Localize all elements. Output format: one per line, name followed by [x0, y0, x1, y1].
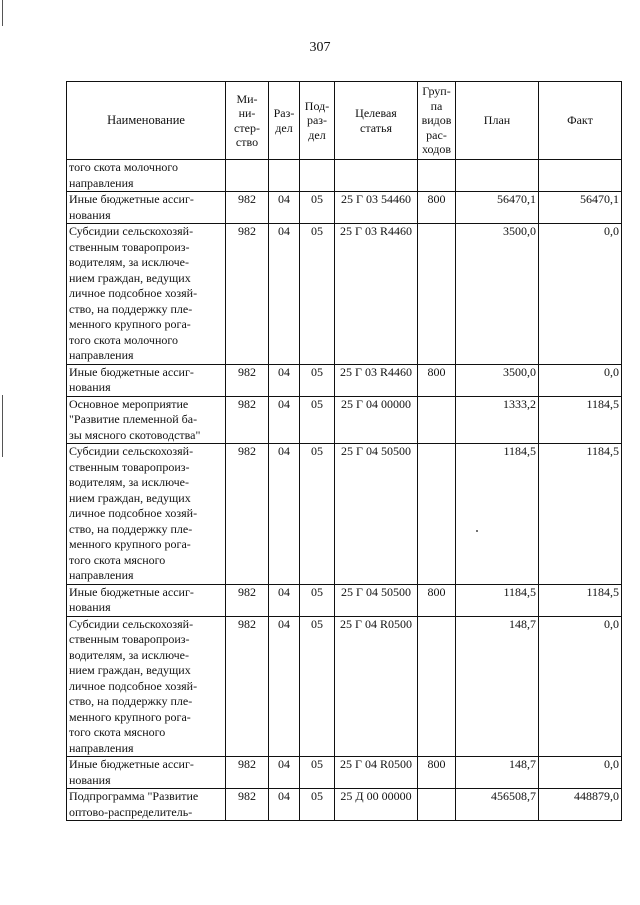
cell-target-article	[335, 160, 418, 192]
text-line: Иные бюджетные ассиг-	[69, 364, 194, 379]
cell-section: 04	[269, 584, 300, 616]
text-line: нования	[69, 772, 111, 787]
cell-name	[67, 224, 226, 365]
text-line: дел	[275, 120, 293, 135]
cell-subsection: 05	[300, 364, 335, 396]
table-row	[67, 364, 622, 396]
cell-ministry: 982	[226, 444, 269, 585]
cell-plan: 456508,7	[456, 789, 539, 821]
text-line: менного крупного рога-	[69, 709, 191, 724]
text-line: раз-	[306, 113, 328, 128]
text-line: ство	[235, 135, 259, 149]
text-line: ство, на поддержку пле-	[69, 694, 193, 708]
cell-plan: 56470,1	[456, 192, 539, 224]
cell-section: 04	[269, 364, 300, 396]
text-line: ственным товаропроиз-	[69, 632, 190, 646]
header-subsection	[300, 82, 335, 160]
table-row	[67, 160, 622, 192]
text-line: Основное мероприятие	[69, 396, 189, 411]
cell-plan: 1333,2	[456, 396, 539, 444]
cell-expense-group	[418, 444, 456, 585]
cell-fact: 0,0	[539, 757, 622, 789]
text-line: менного крупного рога-	[69, 537, 191, 551]
header-fact	[539, 82, 622, 160]
cell-name	[67, 584, 226, 616]
text-line: Иные бюджетные ассиг-	[69, 757, 194, 771]
text-line: ственным товаропроиз-	[69, 459, 190, 474]
cell-section: 04	[269, 396, 300, 444]
cell-target-article: 25 Г 03 R4460	[335, 364, 418, 396]
text-line: ни-	[238, 106, 256, 120]
cell-target-article: 25 Г 04 R0500	[335, 616, 418, 757]
text-line: стер-	[234, 120, 260, 135]
header-expense-group	[418, 82, 456, 160]
table-row	[67, 789, 622, 821]
text-line: Под-	[304, 98, 330, 113]
table-row	[67, 396, 622, 444]
cell-plan: 1184,5	[456, 584, 539, 616]
text-line: того скота молочного	[69, 160, 179, 174]
text-line: нием граждан, ведущих	[69, 490, 191, 505]
text-line: направления	[69, 175, 134, 190]
cell-name	[67, 192, 226, 224]
cell-subsection	[300, 160, 335, 192]
cell-expense-group	[418, 224, 456, 365]
cell-section: 04	[269, 444, 300, 585]
text-line: нования	[69, 380, 111, 394]
cell-target-article: 25 Г 03 54460	[335, 192, 418, 224]
table-row	[67, 584, 622, 616]
cell-plan: 148,7	[456, 757, 539, 789]
cell-fact: 1184,5	[539, 584, 622, 616]
cell-name	[67, 757, 226, 789]
cell-subsection: 05	[300, 396, 335, 444]
text-line: личное подсобное хозяй-	[69, 678, 198, 693]
cell-ministry: 982	[226, 192, 269, 224]
text-line: Подпрограмма "Развитие	[69, 789, 199, 803]
cell-plan: 1184,5	[456, 444, 539, 585]
text-line: ство, на поддержку пле-	[69, 521, 193, 536]
table-body	[67, 160, 622, 821]
text-line: зы мясного скотоводства"	[69, 427, 201, 442]
cell-ministry: 982	[226, 224, 269, 365]
text-line: ственным товаропроиз-	[69, 239, 190, 254]
cell-target-article: 25 Г 03 R4460	[335, 224, 418, 365]
cell-target-article: 25 Г 04 R0500	[335, 757, 418, 789]
text-line: менного крупного рога-	[69, 317, 191, 331]
text-line: нием граждан, ведущих	[69, 663, 191, 677]
margin-mark	[2, 0, 3, 26]
text-line: Целевая	[355, 106, 397, 120]
cell-name	[67, 444, 226, 585]
text-line: Груп-	[422, 84, 451, 99]
cell-subsection: 05	[300, 789, 335, 821]
cell-expense-group	[418, 616, 456, 757]
text-line: Субсидии сельскохозяй-	[69, 616, 194, 631]
text-line: ство, на поддержку пле-	[69, 301, 193, 316]
cell-target-article: 25 Г 04 00000	[335, 396, 418, 444]
cell-section: 04	[269, 757, 300, 789]
cell-name	[67, 789, 226, 821]
cell-expense-group: 800	[418, 364, 456, 396]
cell-ministry: 982	[226, 789, 269, 821]
cell-expense-group: 800	[418, 757, 456, 789]
table-row	[67, 224, 622, 365]
budget-table	[66, 81, 622, 821]
text-line: статья	[360, 120, 392, 135]
cell-subsection: 05	[300, 192, 335, 224]
table-row	[67, 757, 622, 789]
header-row	[67, 82, 622, 160]
text-line: Субсидии сельскохозяй-	[69, 444, 194, 458]
header-plan	[456, 82, 539, 160]
text-line: оптово-распределитель-	[69, 804, 193, 819]
table-row	[67, 192, 622, 224]
text-line: направления	[69, 740, 134, 755]
text-line: того скота молочного	[69, 332, 179, 347]
text-line: водителям, за исключе-	[69, 475, 189, 489]
text-line: того скота мясного	[69, 552, 166, 567]
text-line: рас-	[426, 127, 447, 142]
text-line: Факт	[567, 113, 593, 128]
cell-expense-group	[418, 396, 456, 444]
margin-mark	[2, 395, 3, 457]
text-line: дел	[308, 127, 326, 142]
cell-fact: 1184,5	[539, 396, 622, 444]
text-line: личное подсобное хозяй-	[69, 286, 198, 300]
cell-subsection: 05	[300, 444, 335, 585]
text-line: па	[430, 98, 443, 113]
cell-subsection: 05	[300, 616, 335, 757]
cell-fact: 0,0	[539, 224, 622, 365]
cell-name	[67, 160, 226, 192]
text-line: Иные бюджетные ассиг-	[69, 584, 194, 599]
text-line: Иные бюджетные ассиг-	[69, 192, 194, 206]
cell-section: 04	[269, 224, 300, 365]
text-line: Раз-	[273, 106, 295, 120]
cell-fact	[539, 160, 622, 192]
cell-target-article: 25 Д 00 00000	[335, 789, 418, 821]
cell-target-article: 25 Г 04 50500	[335, 444, 418, 585]
cell-expense-group	[418, 160, 456, 192]
text-line: нием граждан, ведущих	[69, 270, 191, 285]
cell-name	[67, 364, 226, 396]
cell-section: 04	[269, 789, 300, 821]
cell-plan: 148,7	[456, 616, 539, 757]
cell-name	[67, 616, 226, 757]
cell-section: 04	[269, 616, 300, 757]
cell-subsection: 05	[300, 757, 335, 789]
cell-subsection: 05	[300, 224, 335, 365]
table-row	[67, 444, 622, 585]
text-line: водителям, за исключе-	[69, 647, 189, 662]
cell-fact: 56470,1	[539, 192, 622, 224]
cell-expense-group	[418, 789, 456, 821]
cell-target-article: 25 Г 04 50500	[335, 584, 418, 616]
cell-section	[269, 160, 300, 192]
text-line: нования	[69, 207, 111, 222]
cell-ministry: 982	[226, 396, 269, 444]
cell-plan	[456, 160, 539, 192]
cell-ministry: 982	[226, 616, 269, 757]
cell-fact: 448879,0	[539, 789, 622, 821]
cell-ministry: 982	[226, 584, 269, 616]
header-ministry	[226, 82, 269, 160]
text-line: направления	[69, 568, 134, 582]
cell-fact: 0,0	[539, 364, 622, 396]
text-line: водителям, за исключе-	[69, 255, 189, 269]
text-line: направления	[69, 348, 134, 362]
cell-fact: 0,0	[539, 616, 622, 757]
text-line: личное подсобное хозяй-	[69, 506, 198, 520]
cell-subsection: 05	[300, 584, 335, 616]
cell-name	[67, 396, 226, 444]
cell-expense-group: 800	[418, 584, 456, 616]
text-line: "Развитие племенной ба-	[69, 412, 198, 426]
page-number: 307	[309, 40, 331, 55]
header-name	[67, 82, 226, 160]
header-target-article	[335, 82, 418, 160]
cell-section: 04	[269, 192, 300, 224]
text-line: того скота мясного	[69, 725, 166, 739]
cell-expense-group: 800	[418, 192, 456, 224]
cell-ministry: 982	[226, 364, 269, 396]
cell-ministry	[226, 160, 269, 192]
table-row	[67, 616, 622, 757]
cell-fact: 1184,5	[539, 444, 622, 585]
cell-plan: 3500,0	[456, 364, 539, 396]
text-line: ходов	[422, 142, 451, 157]
text-line: План	[483, 113, 511, 128]
text-line: нования	[69, 600, 111, 614]
header-section	[269, 82, 300, 160]
text-line: Субсидии сельскохозяй-	[69, 224, 194, 238]
text-line: видов	[421, 113, 452, 128]
text-line: Ми-	[236, 91, 258, 106]
text-line: Наименование	[107, 113, 185, 128]
cell-plan: 3500,0	[456, 224, 539, 365]
cell-ministry: 982	[226, 757, 269, 789]
